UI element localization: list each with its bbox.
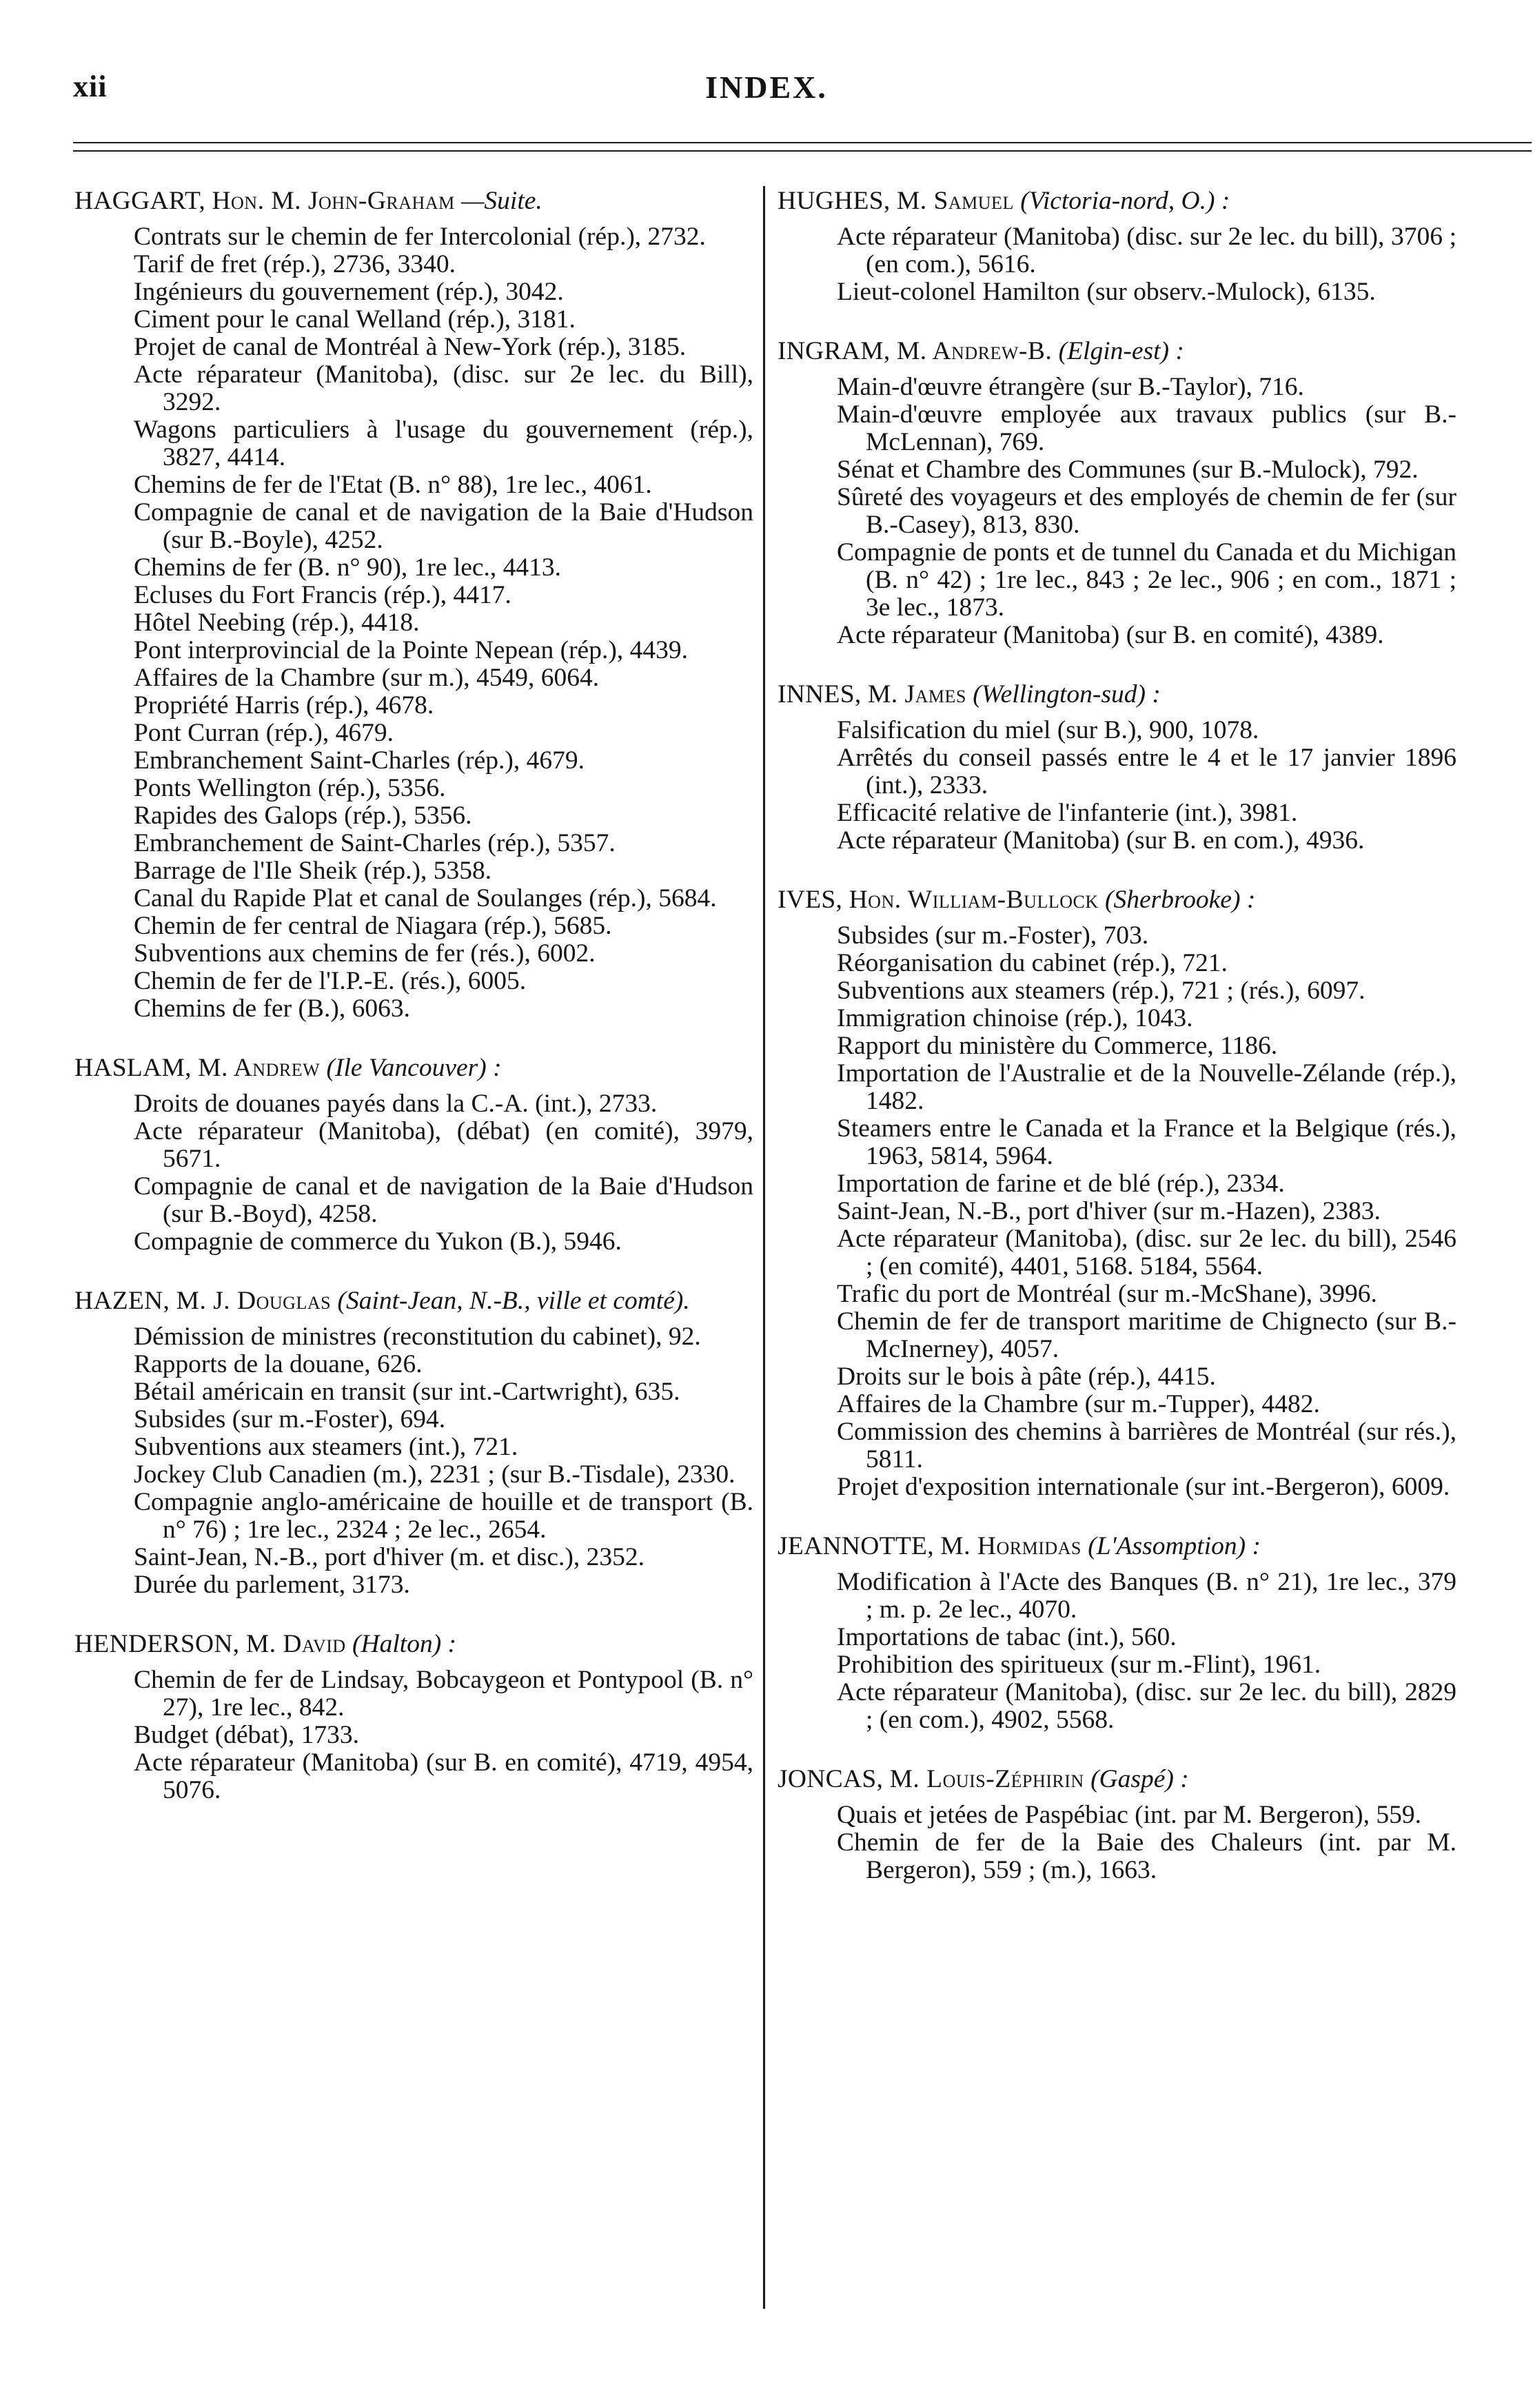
index-item: Commission des chemins à barrières de Montréal (sur rés.), 5811.: [837, 1418, 1456, 1473]
member-given-name: M. David: [245, 1630, 346, 1658]
member-riding: (L'Assomption) :: [1088, 1532, 1261, 1560]
member-riding: —Suite.: [461, 187, 542, 215]
member-riding: (Halton) :: [352, 1630, 457, 1658]
index-item: Compagnie anglo-américaine de houille et de transport (B. n° 76) ; 1re lec., 2324 ; 2e lec., 2654.: [134, 1488, 753, 1544]
member-surname: HASLAM,: [74, 1054, 192, 1082]
member-given-name: M. Louis-Zéphirin: [889, 1765, 1084, 1793]
member-riding: (Wellington-sud) :: [973, 680, 1161, 708]
index-item: Chemin de fer de transport maritime de Chignecto (sur B.-McInerney), 4057.: [837, 1307, 1456, 1363]
index-entry: [74, 1631, 753, 1804]
index-item: Canal du Rapide Plat et canal de Soulanges (rép.), 5684.: [134, 884, 717, 912]
member-riding: (Ile Vancouver) :: [326, 1054, 502, 1082]
index-item: Ecluses du Fort Francis (rép.), 4417.: [134, 581, 511, 609]
entry-heading: [74, 1054, 753, 1082]
member-given-name: M. Andrew-B.: [896, 337, 1053, 365]
index-item: Acte réparateur (Manitoba) (disc. sur 2e lec. du bill), 3706 ; (en com.), 5616.: [837, 223, 1456, 278]
index-item: Acte réparateur (Manitoba), (disc. sur 2e lec. du bill), 2829 ; (en com.), 4902, 5568.: [837, 1678, 1456, 1734]
member-given-name: Hon. M. John-Graham: [212, 187, 455, 215]
index-item: Ciment pour le canal Welland (rép.), 3181.: [134, 305, 576, 334]
entry-heading: [74, 187, 753, 215]
index-item: Chemins de fer (B.), 6063.: [134, 994, 410, 1023]
index-item: Compagnie de canal et de navigation de la Baie d'Hudson (sur B.-Boyle), 4252.: [134, 498, 753, 554]
index-item: Démission de ministres (reconstitution du cabinet), 92.: [134, 1323, 701, 1351]
index-item: Subventions aux chemins de fer (rés.), 6002.: [134, 939, 596, 968]
index-item: Compagnie de ponts et de tunnel du Canada et du Michigan (B. n° 42) ; 1re lec., 843 ; 2e lec., 906 ; en com., 1871 ; 3e lec., 1873.: [837, 538, 1456, 622]
index-item: Saint-Jean, N.-B., port d'hiver (sur m.-Hazen), 2383.: [837, 1197, 1381, 1225]
right-column: [778, 187, 1456, 1916]
index-item: Pont interprovincial de la Pointe Nepean (rép.), 4439.: [134, 636, 688, 664]
member-surname: INNES,: [778, 680, 862, 708]
entry-heading: [778, 1533, 1456, 1560]
member-surname: INGRAM,: [778, 337, 891, 365]
entry-items: [778, 1802, 1456, 1884]
entry-items: [778, 922, 1456, 1501]
index-entry: [778, 1766, 1456, 1884]
member-riding: (Saint-Jean, N.-B., ville et comté).: [337, 1287, 690, 1315]
entry-items: [74, 1090, 753, 1256]
index-item: Trafic du port de Montréal (sur m.-McShane), 3996.: [837, 1280, 1377, 1308]
index-entry: [74, 1287, 753, 1599]
index-item: Chemins de fer (B. n° 90), 1re lec., 4413.: [134, 553, 562, 582]
index-item: Projet de canal de Montréal à New-York (rép.), 3185.: [134, 333, 687, 361]
member-riding: (Gaspé) :: [1090, 1765, 1189, 1793]
index-item: Acte réparateur (Manitoba) (sur B. en comité), 4719, 4954, 5076.: [134, 1748, 753, 1804]
index-item: Efficacité relative de l'infanterie (int.), 3981.: [837, 799, 1298, 827]
index-item: Prohibition des spiritueux (sur m.-Flint), 1961.: [837, 1651, 1321, 1679]
index-item: Pont Curran (rép.), 4679.: [134, 719, 394, 747]
member-surname: HAZEN,: [74, 1287, 170, 1315]
index-item: Chemin de fer central de Niagara (rép.), 5685.: [134, 912, 612, 940]
index-item: Immigration chinoise (rép.), 1043.: [837, 1004, 1193, 1032]
index-item: Chemin de fer de Lindsay, Bobcaygeon et Pontypool (B. n° 27), 1re lec., 842.: [134, 1666, 753, 1722]
index-item: Sénat et Chambre des Communes (sur B.-Mulock), 792.: [837, 456, 1419, 484]
member-given-name: M. James: [867, 680, 966, 708]
index-item: Hôtel Neebing (rép.), 4418.: [134, 609, 420, 637]
index-item: Importation de farine et de blé (rép.), 2334.: [837, 1170, 1285, 1198]
entry-heading: [74, 1287, 753, 1315]
index-entry: [778, 338, 1456, 649]
member-riding: (Sherbrooke) :: [1104, 886, 1256, 914]
entry-heading: [778, 338, 1456, 365]
index-item: Rapides des Galops (rép.), 5356.: [134, 802, 472, 830]
index-item: Projet d'exposition internationale (sur int.-Bergeron), 6009.: [837, 1473, 1450, 1501]
index-item: Importation de l'Australie et de la Nouvelle-Zélande (rép.), 1482.: [837, 1059, 1456, 1115]
entry-heading: [778, 681, 1456, 708]
index-item: Budget (débat), 1733.: [134, 1721, 360, 1749]
index-entry: [778, 681, 1456, 855]
index-item: Compagnie de canal et de navigation de la Baie d'Hudson (sur B.-Boyd), 4258.: [134, 1172, 753, 1228]
index-item: Rapport du ministère du Commerce, 1186.: [837, 1032, 1278, 1060]
member-surname: HAGGART,: [74, 187, 206, 215]
index-item: Acte réparateur (Manitoba) (sur B. en com.), 4936.: [837, 826, 1365, 855]
index-item: Durée du parlement, 3173.: [134, 1571, 410, 1599]
index-item: Ponts Wellington (rép.), 5356.: [134, 774, 446, 802]
member-given-name: Hon. William-Bullock: [849, 886, 1099, 914]
page-number: xii: [73, 70, 108, 103]
index-item: Modification à l'Acte des Banques (B. n° 21), 1re lec., 379 ; m. p. 2e lec., 4070.: [837, 1568, 1456, 1624]
index-item: Embranchement Saint-Charles (rép.), 4679.: [134, 746, 585, 775]
index-item: Sûreté des voyageurs et des employés de chemin de fer (sur B.-Casey), 813, 830.: [837, 483, 1456, 539]
index-item: Rapports de la douane, 626.: [134, 1350, 423, 1378]
member-given-name: M. J. Douglas: [176, 1287, 332, 1315]
index-item: Tarif de fret (rép.), 2736, 3340.: [134, 250, 456, 278]
entry-heading: [778, 1766, 1456, 1793]
member-riding: (Victoria-nord, O.) :: [1020, 187, 1230, 215]
member-surname: IVES,: [778, 886, 843, 914]
index-entry: [74, 187, 753, 1023]
index-item: Barrage de l'Ile Sheik (rép.), 5358.: [134, 857, 492, 885]
member-surname: JEANNOTTE,: [778, 1532, 934, 1560]
index-item: Bétail américain en transit (sur int.-Cartwright), 635.: [134, 1378, 680, 1406]
entry-heading: [778, 886, 1456, 914]
index-item: Acte réparateur (Manitoba), (débat) (en comité), 3979, 5671.: [134, 1117, 753, 1173]
left-column: [74, 187, 753, 1836]
index-entry: [778, 886, 1456, 1501]
index-item: Chemins de fer de l'Etat (B. n° 88), 1re lec., 4061.: [134, 471, 652, 499]
entry-items: [74, 1323, 753, 1599]
entry-items: [778, 374, 1456, 649]
index-item: Chemin de fer de la Baie des Chaleurs (int. par M. Bergeron), 559 ; (m.), 1663.: [837, 1828, 1456, 1884]
member-surname: HUGHES,: [778, 187, 891, 215]
index-entry: [74, 1054, 753, 1256]
index-item: Affaires de la Chambre (sur m.), 4549, 6064.: [134, 664, 600, 692]
member-given-name: M. Andrew: [198, 1054, 321, 1082]
index-item: Falsification du miel (sur B.), 900, 1078.: [837, 716, 1259, 744]
header-rule-bottom: [73, 150, 1532, 152]
index-entry: [778, 187, 1456, 306]
index-item: Quais et jetées de Paspébiac (int. par M. Bergeron), 559.: [837, 1801, 1422, 1829]
index-item: Jockey Club Canadien (m.), 2231 ; (sur B.-Tisdale), 2330.: [134, 1460, 735, 1489]
index-item: Subventions aux steamers (rép.), 721 ; (rés.), 6097.: [837, 977, 1366, 1005]
index-item: Subventions aux steamers (int.), 721.: [134, 1433, 518, 1461]
index-item: Main-d'œuvre employée aux travaux publics (sur B.-McLennan), 769.: [837, 400, 1456, 456]
member-given-name: M. Hormidas: [940, 1532, 1082, 1560]
index-item: Compagnie de commerce du Yukon (B.), 5946.: [134, 1227, 622, 1256]
entry-heading: [778, 187, 1456, 215]
index-item: Saint-Jean, N.-B., port d'hiver (m. et disc.), 2352.: [134, 1543, 644, 1571]
entry-items: [74, 1666, 753, 1804]
column-divider: [763, 186, 765, 2309]
index-item: Droits sur le bois à pâte (rép.), 4415.: [837, 1363, 1216, 1391]
index-item: Lieut-colonel Hamilton (sur observ.-Mulock), 6135.: [837, 278, 1376, 306]
member-given-name: M. Samuel: [896, 187, 1014, 215]
index-item: Importations de tabac (int.), 560.: [837, 1623, 1177, 1651]
member-surname: HENDERSON,: [74, 1630, 240, 1658]
index-item: Embranchement de Saint-Charles (rép.), 5357.: [134, 829, 616, 857]
index-item: Arrêtés du conseil passés entre le 4 et le 17 janvier 1896 (int.), 2333.: [837, 744, 1456, 799]
entry-items: [74, 223, 753, 1023]
page-title: INDEX.: [705, 70, 828, 105]
entry-items: [778, 1569, 1456, 1734]
entry-items: [778, 717, 1456, 855]
index-item: Acte réparateur (Manitoba), (disc. sur 2e lec. du bill), 2546 ; (en comité), 4401, 5168. 5184, 5564.: [837, 1225, 1456, 1280]
index-item: Droits de douanes payés dans la C.-A. (int.), 2733.: [134, 1090, 658, 1118]
index-item: Contrats sur le chemin de fer Intercolonial (rép.), 2732.: [134, 223, 706, 251]
index-item: Affaires de la Chambre (sur m.-Tupper), 4482.: [837, 1390, 1320, 1418]
member-riding: (Elgin-est) :: [1058, 337, 1184, 365]
index-item: Chemin de fer de l'I.P.-E. (rés.), 6005.: [134, 967, 527, 995]
entry-heading: [74, 1631, 753, 1658]
index-item: Acte réparateur (Manitoba) (sur B. en comité), 4389.: [837, 621, 1384, 649]
index-item: Réorganisation du cabinet (rép.), 721.: [837, 949, 1228, 977]
index-item: Subsides (sur m.-Foster), 703.: [837, 921, 1149, 950]
index-item: Wagons particuliers à l'usage du gouvernement (rép.), 3827, 4414.: [134, 416, 753, 471]
index-item: Main-d'œuvre étrangère (sur B.-Taylor), 716.: [837, 373, 1304, 401]
entry-items: [778, 223, 1456, 306]
index-item: Propriété Harris (rép.), 4678.: [134, 691, 434, 720]
index-item: Steamers entre le Canada et la France et la Belgique (rés.), 1963, 5814, 5964.: [837, 1114, 1456, 1170]
index-item: Acte réparateur (Manitoba), (disc. sur 2e lec. du Bill), 3292.: [134, 360, 753, 416]
index-item: Ingénieurs du gouvernement (rép.), 3042.: [134, 278, 564, 306]
index-item: Subsides (sur m.-Foster), 694.: [134, 1405, 446, 1433]
index-entry: [778, 1533, 1456, 1734]
member-surname: JONCAS,: [778, 1765, 884, 1793]
header-rule-top: [73, 142, 1532, 143]
